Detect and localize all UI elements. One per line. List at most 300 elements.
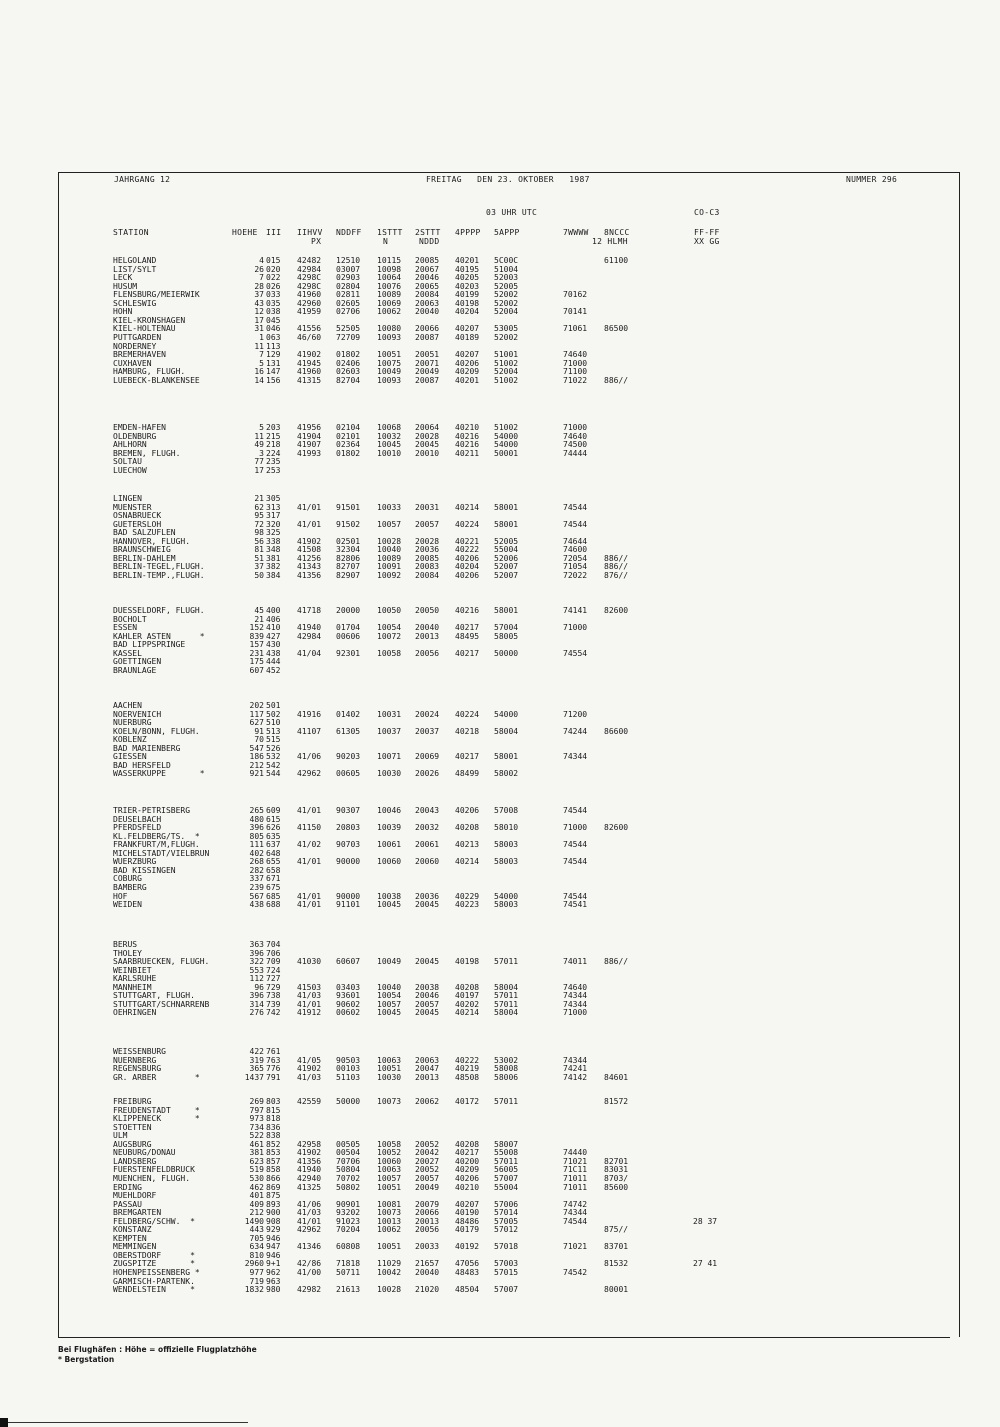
nddff-value: 01802 — [336, 448, 361, 458]
station-id: 406 — [266, 614, 281, 624]
station-id: 615 — [266, 814, 281, 824]
pressure-value: 40222 — [455, 1055, 480, 1065]
station-id: 908 — [266, 1216, 281, 1226]
temp1-value: 10076 — [377, 281, 402, 291]
station-name: KASSEL — [113, 648, 142, 658]
station-height: 719 — [249, 1276, 264, 1286]
iihvv-value: 42960 — [297, 298, 322, 308]
nddff-value: 90602 — [336, 999, 361, 1009]
station-name: MICHELSTADT/VIELBRUN — [113, 848, 210, 858]
station-id: 305 — [266, 494, 281, 503]
temp1-value: 10013 — [377, 1216, 402, 1226]
nddff-value: 02603 — [336, 367, 361, 377]
cloud-value: 86500 — [604, 324, 629, 334]
station-height: 7 — [259, 350, 264, 360]
col-n: N — [383, 237, 389, 246]
temp1-value: 10031 — [377, 709, 402, 719]
cloud-value: 81572 — [604, 1097, 629, 1106]
temp1-value: 10040 — [377, 545, 402, 555]
pressure-value: 40206 — [455, 1173, 480, 1183]
nddff-value: 50711 — [336, 1268, 361, 1277]
iihvv-value: 41959 — [297, 307, 322, 317]
station-height: 805 — [249, 831, 264, 841]
nddff-value: 20000 — [336, 606, 361, 615]
nddff-value: 02406 — [336, 358, 361, 368]
temp2-value: 20057 — [415, 999, 440, 1009]
nddff-value: 02104 — [336, 423, 361, 432]
station-name: WEIDEN — [113, 900, 142, 910]
station-id: 739 — [266, 999, 281, 1009]
station-name: BAD SALZUFLEN — [113, 528, 176, 538]
pressure-value: 40224 — [455, 519, 480, 529]
nddff-value: 50802 — [336, 1182, 361, 1192]
col-nddd: NDDD — [419, 237, 440, 246]
station-name: GUETERSLOH — [113, 519, 162, 529]
pressure-value: 40195 — [455, 264, 480, 274]
temp2-value: 20079 — [415, 1199, 440, 1209]
pressure-value: 40203 — [455, 281, 480, 291]
station-id: 400 — [266, 606, 281, 615]
cloud-value: 886// — [604, 562, 629, 572]
station-height: 186 — [249, 752, 264, 762]
station-height: 45 — [254, 606, 264, 615]
temp2-value: 20052 — [415, 1139, 440, 1149]
pressure-value: 40205 — [455, 273, 480, 283]
iihvv-value: 41/01 — [297, 502, 322, 512]
table-row — [0, 1073, 1000, 1082]
temp1-value: 10045 — [377, 440, 402, 450]
tendency-value: 58004 — [494, 726, 519, 736]
pressure-value: 40200 — [455, 1156, 480, 1166]
temp2-value: 20061 — [415, 840, 440, 850]
nddff-value: 90307 — [336, 806, 361, 815]
station-id: 131 — [266, 358, 281, 368]
iihvv-value: 41325 — [297, 1182, 322, 1192]
temp1-value: 10063 — [377, 1165, 402, 1175]
temp2-value: 20028 — [415, 536, 440, 546]
temp1-value: 10057 — [377, 999, 402, 1009]
temp2-value: 20064 — [415, 423, 440, 432]
station-id: 9+1 — [266, 1259, 281, 1269]
station-height: 519 — [249, 1165, 264, 1175]
tendency-value: 55004 — [494, 545, 519, 555]
station-name: OBERSTDORF * — [113, 1250, 195, 1260]
station-height: 363 — [249, 940, 264, 949]
temp2-value: 20063 — [415, 1055, 440, 1065]
station-height: 623 — [249, 1156, 264, 1166]
temp2-value: 20040 — [415, 623, 440, 633]
station-id: 635 — [266, 831, 281, 841]
station-height: 95 — [254, 511, 264, 521]
station-height: 72 — [254, 519, 264, 529]
station-height: 443 — [249, 1225, 264, 1235]
iihvv-value: 41/01 — [297, 1216, 322, 1226]
temp2-value: 20057 — [415, 1173, 440, 1183]
temp1-value: 10069 — [377, 298, 402, 308]
station-name: PFERDSFELD — [113, 823, 162, 833]
temp1-value: 10062 — [377, 307, 402, 317]
station-id: 513 — [266, 726, 281, 736]
iihvv-value: 41902 — [297, 1148, 322, 1158]
station-height: 112 — [249, 974, 264, 984]
weather-value: 71000 — [563, 1008, 588, 1018]
tendency-value: 55008 — [494, 1148, 519, 1158]
station-name: PASSAU — [113, 1199, 142, 1209]
station-id: 045 — [266, 315, 281, 325]
station-height: 14 — [254, 375, 264, 385]
table-row — [0, 376, 1000, 385]
weather-value: 71000 — [563, 423, 588, 432]
col-xxgg: XX GG — [694, 237, 720, 246]
nddff-value: 02811 — [336, 290, 361, 300]
station-id: 875 — [266, 1191, 281, 1201]
station-name: BOCHOLT — [113, 614, 147, 624]
station-name: BERUS — [113, 940, 138, 949]
tendency-value: 51002 — [494, 375, 519, 385]
tendency-value: 57007 — [494, 1285, 519, 1295]
nddff-value: 90203 — [336, 752, 361, 762]
pressure-value: 40207 — [455, 350, 480, 360]
iihvv-value: 42962 — [297, 1225, 322, 1235]
station-height: 157 — [249, 640, 264, 650]
pressure-value: 40210 — [455, 1182, 480, 1192]
station-id: 742 — [266, 1008, 281, 1018]
station-id: 438 — [266, 648, 281, 658]
station-height: 401 — [249, 1191, 264, 1201]
pressure-value: 40216 — [455, 431, 480, 441]
tendency-value: 5C00C — [494, 256, 519, 265]
cloud-value: 8703/ — [604, 1173, 629, 1183]
tendency-value: 57011 — [494, 1097, 519, 1106]
tendency-value: 58008 — [494, 1064, 519, 1074]
station-name: DUESSELDORF, FLUGH. — [113, 606, 205, 615]
station-id: 791 — [266, 1072, 281, 1082]
iihvv-value: 4298C — [297, 273, 322, 283]
station-name: CUXHAVEN — [113, 358, 152, 368]
iihvv-value: 42984 — [297, 631, 322, 641]
temp2-value: 20013 — [415, 1216, 440, 1226]
gust-value: 28 37 — [693, 1216, 718, 1226]
station-id: 655 — [266, 857, 281, 867]
weather-value: 70162 — [563, 290, 588, 300]
iihvv-value: 41993 — [297, 448, 322, 458]
station-height: 480 — [249, 814, 264, 824]
station-name: MUEHLDORF — [113, 1191, 157, 1201]
station-name: HELGOLAND — [113, 256, 157, 265]
temp2-value: 20083 — [415, 562, 440, 572]
tendency-value: 55004 — [494, 1182, 519, 1192]
pressure-value: 40217 — [455, 623, 480, 633]
pressure-value: 40217 — [455, 1148, 480, 1158]
temp1-value: 10073 — [377, 1208, 402, 1218]
col-8nccc: 8NCCC — [604, 228, 630, 237]
station-id: 836 — [266, 1122, 281, 1132]
weather-value: 74544 — [563, 857, 588, 867]
temp2-value: 20040 — [415, 1268, 440, 1277]
temp2-value: 20071 — [415, 358, 440, 368]
nddff-value: 00103 — [336, 1064, 361, 1074]
station-id: 893 — [266, 1199, 281, 1209]
station-height: 314 — [249, 999, 264, 1009]
temp1-value: 10045 — [377, 900, 402, 910]
station-name: HOHENPEISSENBERG * — [113, 1268, 200, 1277]
tendency-value: 54000 — [494, 891, 519, 901]
scan-edge-line — [8, 1422, 248, 1423]
pressure-value: 40206 — [455, 553, 480, 563]
station-id: 727 — [266, 974, 281, 984]
temp1-value: 10098 — [377, 264, 402, 274]
station-name: STOETTEN — [113, 1122, 152, 1132]
station-height: 16 — [254, 367, 264, 377]
tendency-value: 58010 — [494, 823, 519, 833]
station-id: 235 — [266, 457, 281, 467]
temp1-value: 10033 — [377, 502, 402, 512]
tendency-value: 52002 — [494, 298, 519, 308]
station-id: 320 — [266, 519, 281, 529]
station-height: 381 — [249, 1148, 264, 1158]
iihvv-value: 41/01 — [297, 806, 322, 815]
station-name: HAMBURG, FLUGH. — [113, 367, 186, 377]
weather-value: 74440 — [563, 1148, 588, 1158]
nddff-value: 02706 — [336, 307, 361, 317]
temp2-value: 20050 — [415, 606, 440, 615]
station-id: 129 — [266, 350, 281, 360]
pressure-value: 40214 — [455, 502, 480, 512]
station-name: BRAUNLAGE — [113, 665, 157, 675]
station-height: 28 — [254, 281, 264, 291]
temp2-value: 20085 — [415, 553, 440, 563]
station-height: 11 — [254, 341, 264, 351]
station-id: 113 — [266, 341, 281, 351]
temp1-value: 10089 — [377, 290, 402, 300]
station-name: NOERVENICH — [113, 709, 162, 719]
station-name: BAD HERSFELD — [113, 760, 171, 770]
cloud-value: 81532 — [604, 1259, 629, 1269]
temp1-value: 10058 — [377, 1139, 402, 1149]
pressure-value: 48495 — [455, 631, 480, 641]
nddff-value: 70706 — [336, 1156, 361, 1166]
pressure-value: 40206 — [455, 806, 480, 815]
station-name: EMDEN-HAFEN — [113, 423, 166, 432]
station-id: 033 — [266, 290, 281, 300]
tendency-value: 58004 — [494, 1008, 519, 1018]
station-name: BREMGARTEN — [113, 1208, 162, 1218]
temp1-value: 10049 — [377, 367, 402, 377]
station-height: 2960 — [244, 1259, 264, 1269]
weather-value: 74444 — [563, 448, 588, 458]
temp2-value: 20057 — [415, 519, 440, 529]
station-name: WEINBIET — [113, 965, 152, 975]
tendency-value: 51004 — [494, 264, 519, 274]
station-name: SOLTAU — [113, 457, 142, 467]
station-id: 671 — [266, 874, 281, 884]
temp1-value: 10028 — [377, 536, 402, 546]
temp2-value: 20043 — [415, 806, 440, 815]
iihvv-value: 41/06 — [297, 1199, 322, 1209]
tendency-value: 57005 — [494, 1216, 519, 1226]
temp2-value: 20085 — [415, 256, 440, 265]
nddff-value: 60607 — [336, 957, 361, 967]
weather-value: 74344 — [563, 999, 588, 1009]
temp1-value: 10058 — [377, 648, 402, 658]
station-height: 282 — [249, 865, 264, 875]
station-id: 946 — [266, 1250, 281, 1260]
nddff-value: 00605 — [336, 769, 361, 779]
station-name: GARMISCH-PARTENK. — [113, 1276, 195, 1286]
jahrgang-label: JAHRGANG 12 — [114, 175, 171, 184]
nddff-value: 02605 — [336, 298, 361, 308]
pressure-value: 40210 — [455, 423, 480, 432]
iihvv-value: 42482 — [297, 256, 322, 265]
pressure-value: 40204 — [455, 307, 480, 317]
pressure-value: 40216 — [455, 440, 480, 450]
tendency-value: 54000 — [494, 709, 519, 719]
weather-value: 71000 — [563, 358, 588, 368]
iihvv-value: 41356 — [297, 1156, 322, 1166]
nddff-value: 91502 — [336, 519, 361, 529]
pressure-value: 40217 — [455, 648, 480, 658]
weather-value: 72054 — [563, 553, 588, 563]
tendency-value: 58003 — [494, 840, 519, 850]
station-id: 866 — [266, 1173, 281, 1183]
temp1-value: 10093 — [377, 375, 402, 385]
nddff-value: 50804 — [336, 1165, 361, 1175]
tendency-value: 58006 — [494, 1072, 519, 1082]
temp1-value: 10080 — [377, 324, 402, 334]
station-height: 37 — [254, 562, 264, 572]
iihvv-value: 41/01 — [297, 891, 322, 901]
nddff-value: 50000 — [336, 1097, 361, 1106]
tendency-value: 58002 — [494, 769, 519, 779]
date-label: FREITAG DEN 23. OKTOBER 1987 — [426, 175, 590, 184]
iihvv-value: 42982 — [297, 1285, 322, 1295]
pressure-value: 40213 — [455, 840, 480, 850]
col-px: PX — [311, 237, 322, 246]
temp2-value: 20036 — [415, 891, 440, 901]
temp1-value: 10039 — [377, 823, 402, 833]
pressure-value: 40204 — [455, 562, 480, 572]
station-name: ERDING — [113, 1182, 142, 1192]
iihvv-value: 41916 — [297, 709, 322, 719]
pressure-value: 40218 — [455, 726, 480, 736]
nddff-value: 90503 — [336, 1055, 361, 1065]
pressure-value: 40224 — [455, 709, 480, 719]
station-name: BAD KISSINGEN — [113, 865, 176, 875]
col-7wwww: 7WWWW — [563, 228, 589, 237]
station-name: KL.FELDBERG/TS. * — [113, 831, 200, 841]
station-id: 348 — [266, 545, 281, 555]
weather-value: 71061 — [563, 324, 588, 334]
iihvv-value: 42984 — [297, 264, 322, 274]
nddff-value: 01704 — [336, 623, 361, 633]
station-name: KAHLER ASTEN * — [113, 631, 205, 641]
weather-value: 74644 — [563, 536, 588, 546]
station-name: KLIPPENECK * — [113, 1114, 200, 1124]
station-id: 869 — [266, 1182, 281, 1192]
nddff-value: 00505 — [336, 1139, 361, 1149]
station-id: 381 — [266, 553, 281, 563]
weather-value: 74011 — [563, 957, 588, 967]
pressure-value: 40216 — [455, 606, 480, 615]
iihvv-value: 41902 — [297, 350, 322, 360]
station-name: AUGSBURG — [113, 1139, 152, 1149]
temp2-value: 20026 — [415, 769, 440, 779]
iihvv-value: 41902 — [297, 1064, 322, 1074]
temp2-value: 20063 — [415, 298, 440, 308]
cloud-value: 83701 — [604, 1242, 629, 1252]
tendency-value: 58004 — [494, 982, 519, 992]
weather-value: 71021 — [563, 1242, 588, 1252]
pressure-value: 40208 — [455, 982, 480, 992]
station-name: NORDERNEY — [113, 341, 157, 351]
weather-value: 72022 — [563, 570, 588, 580]
pressure-value: 40209 — [455, 367, 480, 377]
station-height: 96 — [254, 982, 264, 992]
station-height: 365 — [249, 1064, 264, 1074]
temp2-value: 20042 — [415, 1148, 440, 1158]
station-id: 763 — [266, 1055, 281, 1065]
station-id: 502 — [266, 709, 281, 719]
cloud-value: 875// — [604, 1225, 629, 1235]
col-1sttt: 1STTT — [377, 228, 403, 237]
nddff-value: 00602 — [336, 1008, 361, 1018]
temp1-value: 10075 — [377, 358, 402, 368]
col-hoehe: HOEHE — [232, 228, 258, 237]
temp1-value: 10054 — [377, 623, 402, 633]
station-id: 852 — [266, 1139, 281, 1149]
cloud-value: 82701 — [604, 1156, 629, 1166]
station-height: 91 — [254, 726, 264, 736]
temp1-value: 10060 — [377, 857, 402, 867]
nddff-value: 82704 — [336, 375, 361, 385]
weather-value: 71011 — [563, 1182, 588, 1192]
pressure-value: 48486 — [455, 1216, 480, 1226]
station-name: SCHLESWIG — [113, 298, 157, 308]
station-height: 1490 — [244, 1216, 264, 1226]
pressure-value: 40206 — [455, 358, 480, 368]
nddff-value: 92301 — [336, 648, 361, 658]
weather-value: 74344 — [563, 991, 588, 1001]
col-ffff: FF-FF — [694, 228, 720, 237]
tendency-value: 51002 — [494, 358, 519, 368]
pressure-value: 40201 — [455, 256, 480, 265]
station-name: BERLIN-TEGEL,FLUGH. — [113, 562, 205, 572]
cloud-value: 886// — [604, 957, 629, 967]
station-height: 1437 — [244, 1072, 264, 1082]
station-name: FELDBERG/SCHW. * — [113, 1216, 195, 1226]
weather-value: 74544 — [563, 840, 588, 850]
weather-value: 74344 — [563, 1055, 588, 1065]
station-id: 020 — [266, 264, 281, 274]
weather-value: 74544 — [563, 806, 588, 815]
pressure-value: 40197 — [455, 991, 480, 1001]
station-height: 5 — [259, 358, 264, 368]
station-height: 7 — [259, 273, 264, 283]
station-height: 269 — [249, 1097, 264, 1106]
temp2-value: 20046 — [415, 273, 440, 283]
temp1-value: 10064 — [377, 273, 402, 283]
temp1-value: 10051 — [377, 1182, 402, 1192]
temp2-value: 20087 — [415, 375, 440, 385]
station-id: 015 — [266, 256, 281, 265]
station-height: 77 — [254, 457, 264, 467]
station-id: 853 — [266, 1148, 281, 1158]
weather-value: 74544 — [563, 502, 588, 512]
temp2-value: 20010 — [415, 448, 440, 458]
station-id: 382 — [266, 562, 281, 572]
temp1-value: 10038 — [377, 891, 402, 901]
station-name: DEUSELBACH — [113, 814, 162, 824]
